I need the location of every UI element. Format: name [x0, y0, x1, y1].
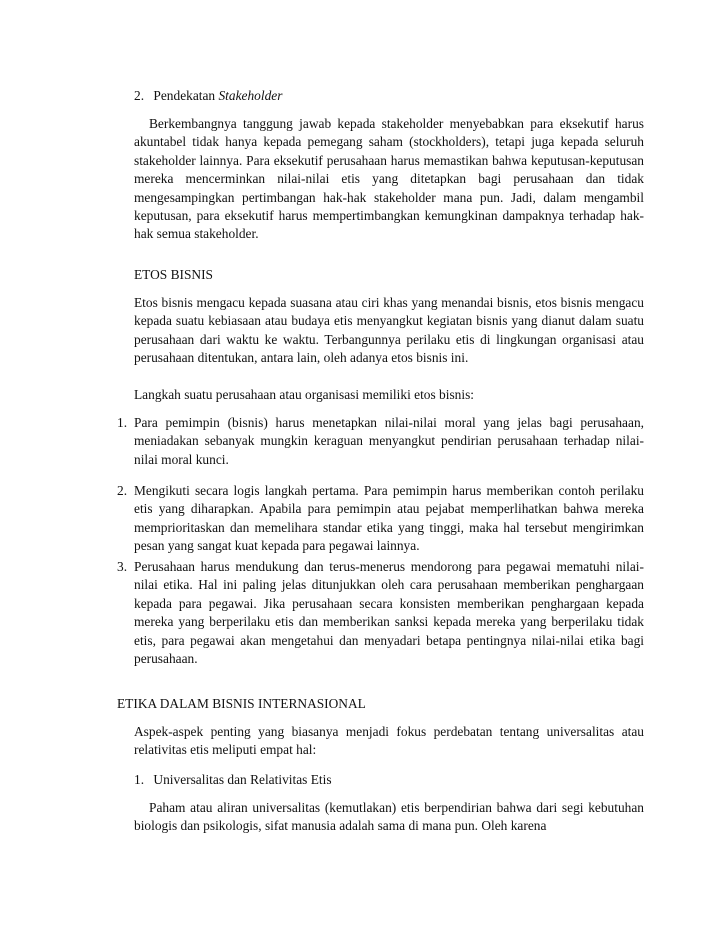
subheading-number: 1. [134, 772, 145, 787]
paragraph-langkah-intro: Langkah suatu perusahaan atau organisasi memiliki etos bisnis: [134, 387, 475, 402]
subheading-label: Universalitas dan Relativitas Etis [153, 772, 332, 787]
subheading-number: 2. [134, 88, 145, 103]
list-number: 1. [117, 415, 128, 430]
list-item [117, 558, 644, 668]
subheading-stakeholder [134, 87, 282, 105]
subheading-universalitas [134, 771, 332, 789]
list-text: Perusahaan harus mendukung dan terus-menerus mendorong para pegawai mematuhi nilai-nilai etika. Hal ini paling jelas ditunjukkan oleh cara perusahaan memberikan penghargaan kepada para pegawai. Jika perusahaan secara konsisten memberikan penghargaan kepada mereka yang berperilaku etis dan memberikan sanksi kepada mereka yang berperilaku tidak etis, para pegawai akan mengetahui dan menyadari betapa pentingnya nilai-nilai etika bagi perusahaan. [134, 559, 644, 667]
paragraph-etos-bisnis: Etos bisnis mengacu kepada suasana atau ciri khas yang menandai bisnis, etos bisnis mengacu kepada suatu kebiasaan atau budaya etis menyangkut kegiatan bisnis yang dianut dalam suatu perusahaan dari waktu ke waktu. Terbangunnya perilaku etis di lingkungan organisasi atau perusahaan ditentukan, antara lain, oleh adanya etos bisnis ini. [134, 295, 644, 366]
list-number: 3. [117, 559, 128, 574]
list-text: Para pemimpin (bisnis) harus menetapkan nilai-nilai moral yang jelas bagi perusahaan, meniadakan sebanyak mungkin keraguan menyangkut pendirian perusahaan terhadap nilai-nilai moral kunci. [134, 415, 644, 467]
heading-etika-internasional: ETIKA DALAM BISNIS INTERNASIONAL [117, 696, 366, 711]
subheading-italic: Stakeholder [218, 88, 283, 103]
list-text: Mengikuti secara logis langkah pertama. Para pemimpin harus memberikan contoh perilaku etis yang diharapkan. Apabila para pemimpin atau pejabat memperlihatkan bahwa mereka memprioritaskan dan memelihara standar etika yang tinggi, maka hal tersebut mengirimkan pesan yang sangat kuat kepada para pegawai lainnya. [134, 483, 644, 554]
paragraph-universalitas: Paham atau aliran universalitas (kemutlakan) etis berpendirian bahwa dari segi kebutuhan biologis dan psikologis, sifat manusia adalah sama di mana pun. Oleh karena [134, 800, 644, 834]
list-item [117, 482, 644, 556]
list-item [117, 414, 644, 469]
list-number: 2. [117, 483, 128, 498]
paragraph-internasional: Aspek-aspek penting yang biasanya menjadi fokus perdebatan tentang universalitas atau relativitas etis meliputi empat hal: [134, 724, 644, 758]
paragraph-stakeholder: Berkembangnya tanggung jawab kepada stakeholder menyebabkan para eksekutif harus akuntabel tidak hanya kepada pemegang saham (stockholders), tetapi juga kepada seluruh stakeholder lainnya. Para eksekutif perusahaan harus memastikan bahwa keputusan-keputusan mereka mencerminkan nilai-nilai etis yang ditetapkan bagi perusahaan dan tidak mengesampingkan pertimbangan hak-hak stakeholder mana pun. Jadi, dalam mengambil keputusan, para eksekutif harus mempertimbangkan kemungkinan dampaknya terhadap hak-hak semua stakeholder. [134, 116, 644, 242]
subheading-label: Pendekatan [153, 88, 219, 103]
heading-etos-bisnis: ETOS BISNIS [134, 267, 213, 282]
